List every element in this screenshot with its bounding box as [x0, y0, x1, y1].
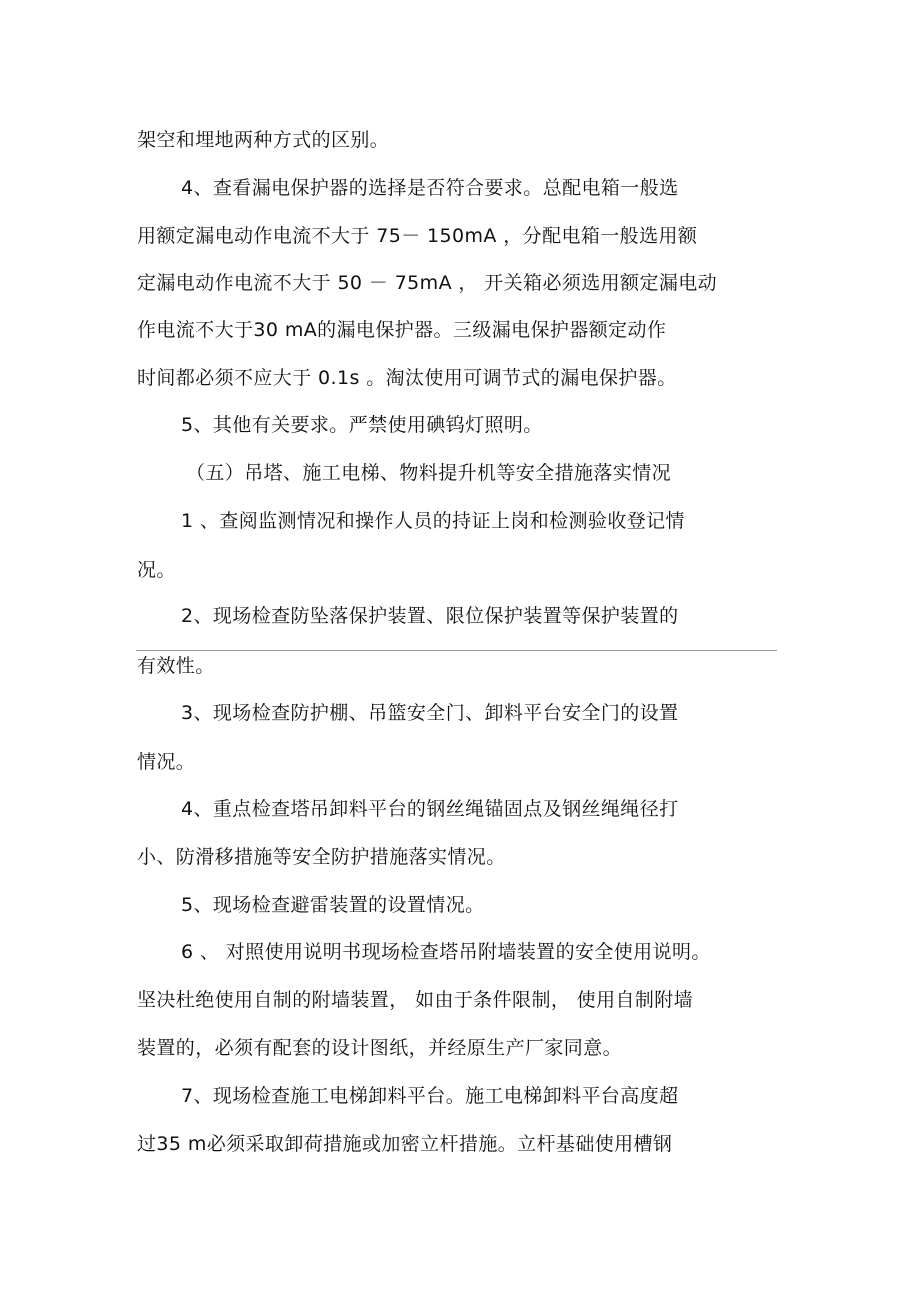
text-line: 坚决杜绝使用自制的附墙装置， 如由于条件限制， 使用自制附墙	[137, 989, 694, 1011]
text-line: 情况。	[137, 751, 196, 773]
text-line: 作电流不大于30 mA的漏电保护器。三级漏电保护器额定动作	[137, 319, 667, 341]
text-line: 装置的，必须有配套的设计图纸，并经原生产厂家同意。	[137, 1037, 623, 1059]
section-heading: （五）吊塔、施工电梯、物料提升机等安全措施落实情况	[186, 462, 672, 484]
text-line: 7、现场检查施工电梯卸料平台。施工电梯卸料平台高度超	[181, 1085, 679, 1107]
text-line: 5、现场检查避雷装置的设置情况。	[181, 894, 485, 916]
text-line: 小、防滑移措施等安全防护措施落实情况。	[137, 846, 506, 868]
text-line: 定漏电动作电流不大于 50 － 75mA ， 开关箱必须选用额定漏电动	[137, 272, 718, 294]
text-line: 有效性。	[137, 655, 215, 677]
text-line: 6 、 对照使用说明书现场检查塔吊附墙装置的安全使用说明。	[181, 941, 711, 963]
text-line: 2、现场检查防坠落保护装置、限位保护装置等保护装置的	[181, 605, 679, 627]
text-line: 况。	[137, 559, 176, 581]
text-line: 4、重点检查塔吊卸料平台的钢丝绳锚固点及钢丝绳绳径打	[181, 798, 679, 820]
text-line: 时间都必须不应大于 0.1s 。淘汰使用可调节式的漏电保护器。	[137, 367, 677, 389]
text-line: 5、其他有关要求。严禁使用碘钨灯照明。	[181, 414, 543, 436]
text-line: 架空和埋地两种方式的区别。	[137, 129, 390, 151]
text-line: 1 、查阅监测情况和操作人员的持证上岗和检测验收登记情	[181, 510, 685, 532]
divider-line	[136, 650, 777, 651]
text-line: 4、查看漏电保护器的选择是否符合要求。总配电箱一般选	[181, 177, 679, 199]
text-line: 过35 m必须采取卸荷措施或加密立杆措施。立杆基础使用槽钢	[137, 1133, 673, 1155]
text-line: 用额定漏电动作电流不大于 75－ 150mA ，分配电箱一般选用额	[137, 225, 698, 247]
text-line: 3、现场检查防护棚、吊篮安全门、卸料平台安全门的设置	[181, 702, 679, 724]
